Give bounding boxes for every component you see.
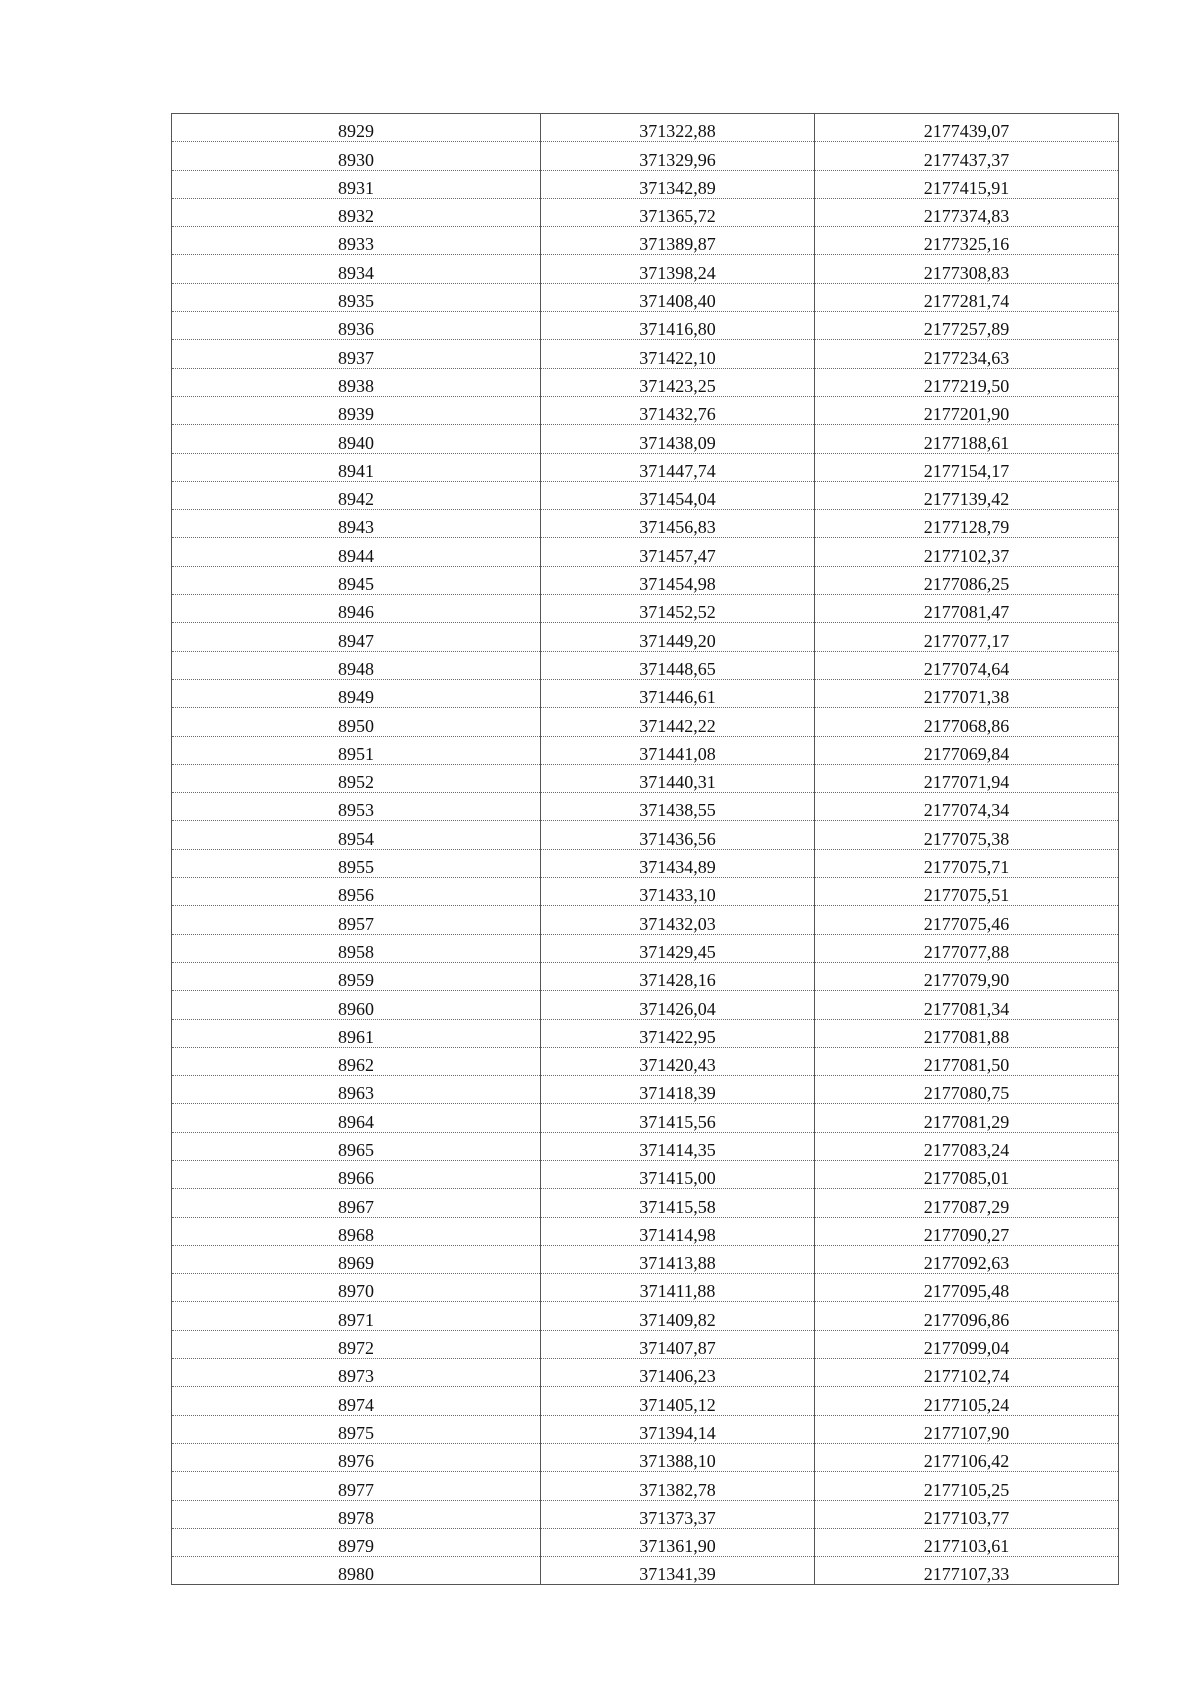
x-coordinate-cell: 371365,72	[541, 198, 815, 226]
y-coordinate-cell: 2177281,74	[815, 283, 1119, 311]
point-number-cell: 8971	[172, 1302, 541, 1330]
y-coordinate-cell: 2177095,48	[815, 1274, 1119, 1302]
point-number-cell: 8972	[172, 1330, 541, 1358]
y-coordinate-cell: 2177081,47	[815, 595, 1119, 623]
table-row	[172, 1104, 1119, 1132]
y-coordinate-cell: 2177092,63	[815, 1245, 1119, 1273]
table-row	[172, 510, 1119, 538]
point-number-cell: 8937	[172, 340, 541, 368]
y-coordinate-cell: 2177081,29	[815, 1104, 1119, 1132]
y-coordinate-cell: 2177308,83	[815, 255, 1119, 283]
y-coordinate-cell: 2177081,34	[815, 991, 1119, 1019]
x-coordinate-cell: 371428,16	[541, 962, 815, 990]
y-coordinate-cell: 2177439,07	[815, 114, 1119, 142]
y-coordinate-cell: 2177415,91	[815, 170, 1119, 198]
point-number-cell: 8975	[172, 1415, 541, 1443]
x-coordinate-cell: 371398,24	[541, 255, 815, 283]
x-coordinate-cell: 371442,22	[541, 708, 815, 736]
x-coordinate-cell: 371422,10	[541, 340, 815, 368]
table-row	[172, 1387, 1119, 1415]
table-row	[172, 312, 1119, 340]
x-coordinate-cell: 371436,56	[541, 821, 815, 849]
point-number-cell: 8956	[172, 878, 541, 906]
point-number-cell: 8936	[172, 312, 541, 340]
x-coordinate-cell: 371432,76	[541, 396, 815, 424]
x-coordinate-cell: 371405,12	[541, 1387, 815, 1415]
x-coordinate-cell: 371373,37	[541, 1500, 815, 1528]
x-coordinate-cell: 371429,45	[541, 934, 815, 962]
point-number-cell: 8957	[172, 906, 541, 934]
y-coordinate-cell: 2177103,61	[815, 1528, 1119, 1556]
table-row	[172, 453, 1119, 481]
y-coordinate-cell: 2177081,50	[815, 1047, 1119, 1075]
table-row	[172, 1189, 1119, 1217]
y-coordinate-cell: 2177107,33	[815, 1557, 1119, 1585]
point-number-cell: 8967	[172, 1189, 541, 1217]
point-number-cell: 8953	[172, 793, 541, 821]
table-row	[172, 255, 1119, 283]
y-coordinate-cell: 2177102,37	[815, 538, 1119, 566]
table-row	[172, 368, 1119, 396]
y-coordinate-cell: 2177085,01	[815, 1160, 1119, 1188]
x-coordinate-cell: 371434,89	[541, 849, 815, 877]
point-number-cell: 8930	[172, 142, 541, 170]
x-coordinate-cell: 371449,20	[541, 623, 815, 651]
y-coordinate-cell: 2177074,64	[815, 651, 1119, 679]
x-coordinate-cell: 371361,90	[541, 1528, 815, 1556]
y-coordinate-cell: 2177079,90	[815, 962, 1119, 990]
table-row	[172, 538, 1119, 566]
x-coordinate-cell: 371409,82	[541, 1302, 815, 1330]
point-number-cell: 8949	[172, 679, 541, 707]
x-coordinate-cell: 371447,74	[541, 453, 815, 481]
table-row	[172, 1359, 1119, 1387]
table-row	[172, 396, 1119, 424]
x-coordinate-cell: 371456,83	[541, 510, 815, 538]
coordinates-table-body	[172, 114, 1119, 1585]
table-row	[172, 227, 1119, 255]
x-coordinate-cell: 371389,87	[541, 227, 815, 255]
point-number-cell: 8944	[172, 538, 541, 566]
table-row	[172, 1245, 1119, 1273]
point-number-cell: 8954	[172, 821, 541, 849]
y-coordinate-cell: 2177257,89	[815, 312, 1119, 340]
y-coordinate-cell: 2177437,37	[815, 142, 1119, 170]
table-row	[172, 962, 1119, 990]
y-coordinate-cell: 2177234,63	[815, 340, 1119, 368]
table-row	[172, 623, 1119, 651]
point-number-cell: 8929	[172, 114, 541, 142]
point-number-cell: 8958	[172, 934, 541, 962]
x-coordinate-cell: 371454,04	[541, 481, 815, 509]
table-row	[172, 170, 1119, 198]
table-row	[172, 1019, 1119, 1047]
point-number-cell: 8947	[172, 623, 541, 651]
point-number-cell: 8966	[172, 1160, 541, 1188]
x-coordinate-cell: 371415,00	[541, 1160, 815, 1188]
y-coordinate-cell: 2177080,75	[815, 1076, 1119, 1104]
y-coordinate-cell: 2177075,38	[815, 821, 1119, 849]
x-coordinate-cell: 371433,10	[541, 878, 815, 906]
table-row	[172, 878, 1119, 906]
x-coordinate-cell: 371415,56	[541, 1104, 815, 1132]
point-number-cell: 8965	[172, 1132, 541, 1160]
y-coordinate-cell: 2177103,77	[815, 1500, 1119, 1528]
point-number-cell: 8952	[172, 764, 541, 792]
y-coordinate-cell: 2177075,71	[815, 849, 1119, 877]
y-coordinate-cell: 2177106,42	[815, 1443, 1119, 1471]
y-coordinate-cell: 2177081,88	[815, 1019, 1119, 1047]
y-coordinate-cell: 2177099,04	[815, 1330, 1119, 1358]
point-number-cell: 8962	[172, 1047, 541, 1075]
y-coordinate-cell: 2177074,34	[815, 793, 1119, 821]
y-coordinate-cell: 2177077,88	[815, 934, 1119, 962]
y-coordinate-cell: 2177077,17	[815, 623, 1119, 651]
y-coordinate-cell: 2177154,17	[815, 453, 1119, 481]
table-row	[172, 595, 1119, 623]
point-number-cell: 8942	[172, 481, 541, 509]
y-coordinate-cell: 2177105,25	[815, 1472, 1119, 1500]
x-coordinate-cell: 371454,98	[541, 566, 815, 594]
y-coordinate-cell: 2177068,86	[815, 708, 1119, 736]
table-row	[172, 1415, 1119, 1443]
x-coordinate-cell: 371388,10	[541, 1443, 815, 1471]
table-row	[172, 821, 1119, 849]
y-coordinate-cell: 2177188,61	[815, 425, 1119, 453]
coordinates-table	[171, 113, 1119, 1585]
table-row	[172, 906, 1119, 934]
point-number-cell: 8948	[172, 651, 541, 679]
point-number-cell: 8935	[172, 283, 541, 311]
point-number-cell: 8960	[172, 991, 541, 1019]
point-number-cell: 8973	[172, 1359, 541, 1387]
table-row	[172, 1528, 1119, 1556]
x-coordinate-cell: 371446,61	[541, 679, 815, 707]
y-coordinate-cell: 2177075,51	[815, 878, 1119, 906]
x-coordinate-cell: 371432,03	[541, 906, 815, 934]
point-number-cell: 8970	[172, 1274, 541, 1302]
y-coordinate-cell: 2177071,38	[815, 679, 1119, 707]
x-coordinate-cell: 371322,88	[541, 114, 815, 142]
table-row	[172, 651, 1119, 679]
y-coordinate-cell: 2177071,94	[815, 764, 1119, 792]
x-coordinate-cell: 371423,25	[541, 368, 815, 396]
y-coordinate-cell: 2177083,24	[815, 1132, 1119, 1160]
table-row	[172, 1076, 1119, 1104]
point-number-cell: 8963	[172, 1076, 541, 1104]
x-coordinate-cell: 371342,89	[541, 170, 815, 198]
table-row	[172, 340, 1119, 368]
y-coordinate-cell: 2177096,86	[815, 1302, 1119, 1330]
x-coordinate-cell: 371414,98	[541, 1217, 815, 1245]
y-coordinate-cell: 2177069,84	[815, 736, 1119, 764]
point-number-cell: 8969	[172, 1245, 541, 1273]
table-row	[172, 1160, 1119, 1188]
table-row	[172, 849, 1119, 877]
y-coordinate-cell: 2177139,42	[815, 481, 1119, 509]
y-coordinate-cell: 2177219,50	[815, 368, 1119, 396]
x-coordinate-cell: 371457,47	[541, 538, 815, 566]
x-coordinate-cell: 371452,52	[541, 595, 815, 623]
table-row	[172, 1302, 1119, 1330]
table-row	[172, 934, 1119, 962]
x-coordinate-cell: 371448,65	[541, 651, 815, 679]
table-row	[172, 1274, 1119, 1302]
table-row	[172, 793, 1119, 821]
x-coordinate-cell: 371411,88	[541, 1274, 815, 1302]
x-coordinate-cell: 371341,39	[541, 1557, 815, 1585]
x-coordinate-cell: 371422,95	[541, 1019, 815, 1047]
point-number-cell: 8932	[172, 198, 541, 226]
table-row	[172, 283, 1119, 311]
table-row	[172, 679, 1119, 707]
point-number-cell: 8934	[172, 255, 541, 283]
x-coordinate-cell: 371440,31	[541, 764, 815, 792]
table-row	[172, 114, 1119, 142]
x-coordinate-cell: 371414,35	[541, 1132, 815, 1160]
point-number-cell: 8974	[172, 1387, 541, 1415]
y-coordinate-cell: 2177102,74	[815, 1359, 1119, 1387]
table-row	[172, 991, 1119, 1019]
point-number-cell: 8979	[172, 1528, 541, 1556]
x-coordinate-cell: 371426,04	[541, 991, 815, 1019]
point-number-cell: 8946	[172, 595, 541, 623]
x-coordinate-cell: 371441,08	[541, 736, 815, 764]
y-coordinate-cell: 2177087,29	[815, 1189, 1119, 1217]
y-coordinate-cell: 2177090,27	[815, 1217, 1119, 1245]
table-row	[172, 1443, 1119, 1471]
x-coordinate-cell: 371438,55	[541, 793, 815, 821]
x-coordinate-cell: 371382,78	[541, 1472, 815, 1500]
x-coordinate-cell: 371413,88	[541, 1245, 815, 1273]
point-number-cell: 8941	[172, 453, 541, 481]
point-number-cell: 8961	[172, 1019, 541, 1047]
point-number-cell: 8950	[172, 708, 541, 736]
y-coordinate-cell: 2177128,79	[815, 510, 1119, 538]
x-coordinate-cell: 371418,39	[541, 1076, 815, 1104]
point-number-cell: 8980	[172, 1557, 541, 1585]
y-coordinate-cell: 2177105,24	[815, 1387, 1119, 1415]
table-row	[172, 736, 1119, 764]
point-number-cell: 8943	[172, 510, 541, 538]
y-coordinate-cell: 2177107,90	[815, 1415, 1119, 1443]
table-row	[172, 198, 1119, 226]
x-coordinate-cell: 371406,23	[541, 1359, 815, 1387]
point-number-cell: 8940	[172, 425, 541, 453]
x-coordinate-cell: 371394,14	[541, 1415, 815, 1443]
point-number-cell: 8939	[172, 396, 541, 424]
x-coordinate-cell: 371408,40	[541, 283, 815, 311]
y-coordinate-cell: 2177325,16	[815, 227, 1119, 255]
table-row	[172, 1047, 1119, 1075]
x-coordinate-cell: 371416,80	[541, 312, 815, 340]
x-coordinate-cell: 371407,87	[541, 1330, 815, 1358]
table-row	[172, 764, 1119, 792]
table-row	[172, 1472, 1119, 1500]
point-number-cell: 8976	[172, 1443, 541, 1471]
table-row	[172, 481, 1119, 509]
y-coordinate-cell: 2177075,46	[815, 906, 1119, 934]
point-number-cell: 8959	[172, 962, 541, 990]
table-row	[172, 1557, 1119, 1585]
point-number-cell: 8951	[172, 736, 541, 764]
point-number-cell: 8977	[172, 1472, 541, 1500]
x-coordinate-cell: 371420,43	[541, 1047, 815, 1075]
x-coordinate-cell: 371329,96	[541, 142, 815, 170]
point-number-cell: 8968	[172, 1217, 541, 1245]
table-row	[172, 1132, 1119, 1160]
table-row	[172, 142, 1119, 170]
point-number-cell: 8933	[172, 227, 541, 255]
point-number-cell: 8945	[172, 566, 541, 594]
table-row	[172, 708, 1119, 736]
point-number-cell: 8931	[172, 170, 541, 198]
table-row	[172, 1217, 1119, 1245]
table-row	[172, 1500, 1119, 1528]
point-number-cell: 8938	[172, 368, 541, 396]
table-row	[172, 1330, 1119, 1358]
point-number-cell: 8964	[172, 1104, 541, 1132]
x-coordinate-cell: 371415,58	[541, 1189, 815, 1217]
table-row	[172, 425, 1119, 453]
table-row	[172, 566, 1119, 594]
y-coordinate-cell: 2177086,25	[815, 566, 1119, 594]
x-coordinate-cell: 371438,09	[541, 425, 815, 453]
y-coordinate-cell: 2177201,90	[815, 396, 1119, 424]
point-number-cell: 8955	[172, 849, 541, 877]
point-number-cell: 8978	[172, 1500, 541, 1528]
y-coordinate-cell: 2177374,83	[815, 198, 1119, 226]
